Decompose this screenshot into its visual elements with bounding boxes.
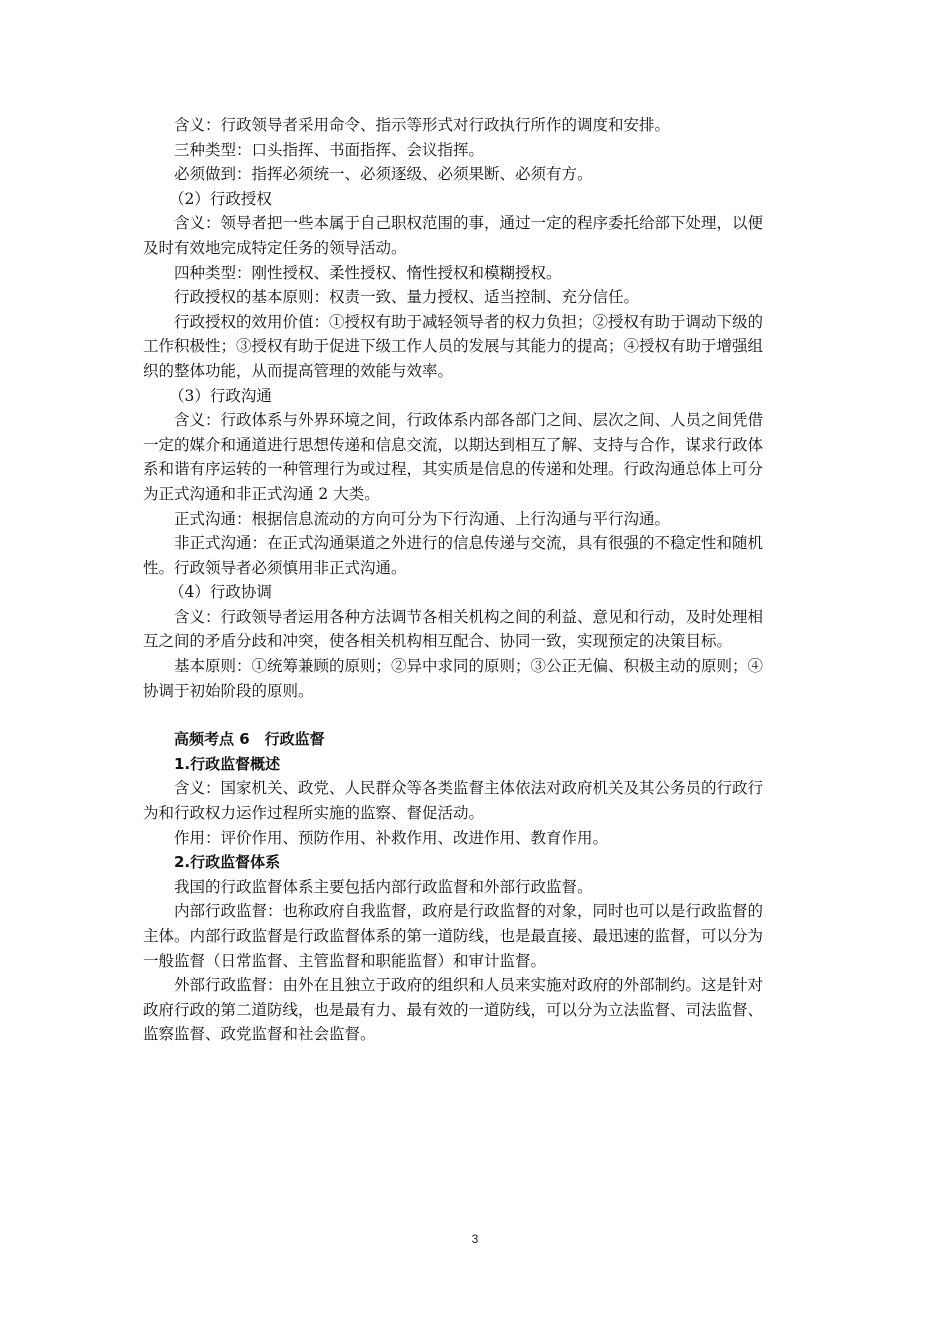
text-line: 一定的媒介和通道进行思想传递和信息交流，以期达到相互了解、支持与合作，谋求行政体	[143, 435, 764, 454]
text-line: 我国的行政监督体系主要包括内部行政监督和外部行政监督。	[174, 877, 593, 896]
text-line: 为和行政权力运作过程所实施的监察、督促活动。	[143, 804, 485, 823]
text-line: 作用：评价作用、预防作用、补救作用、改进作用、教育作用。	[174, 828, 609, 847]
text-line: 含义：行政领导者运用各种方法调节各相关机构之间的利益、意见和行动，及时处理相	[174, 607, 764, 626]
text-line: （2）行政授权	[169, 189, 272, 208]
text-line: 含义：领导者把一些本属于自己职权范围的事，通过一定的程序委托给部下处理，以便	[174, 214, 764, 233]
text-line: 织的整体功能，从而提高管理的效能与效率。	[143, 361, 454, 380]
text-line: 含义：国家机关、政党、人民群众等各类监督主体依法对政府机关及其公务员的行政行	[174, 779, 764, 798]
text-line: （3）行政沟通	[169, 386, 272, 405]
text-line: 行政授权的效用价值：①授权有助于减轻领导者的权力负担；②授权有助于调动下级的	[174, 312, 764, 331]
text-line: 行政授权的基本原则：权责一致、量力授权、适当控制、充分信任。	[174, 288, 640, 307]
text-line: 为正式沟通和非正式沟通 2 大类。	[143, 484, 380, 503]
text-line: 工作积极性；③授权有助于促进下级工作人员的发展与其能力的提高；④授权有助于增强组	[143, 337, 764, 356]
text-line: 监察监督、政党监督和社会监督。	[143, 1025, 376, 1044]
text-line: 性。行政领导者必须慎用非正式沟通。	[143, 558, 407, 577]
text-line: 政府行政的第二道防线，也是最有力、最有效的一道防线，可以分为立法监督、司法监督、	[143, 1000, 764, 1019]
text-line: 一般监督（日常监督、主管监督和职能监督）和审计监督。	[143, 951, 547, 970]
text-line: 及时有效地完成特定任务的领导活动。	[143, 238, 407, 257]
text-line: 含义：行政体系与外界环境之间，行政体系内部各部门之间、层次之间、人员之间凭借	[174, 411, 764, 430]
text-line: 协调于初始阶段的原则。	[143, 681, 314, 700]
document-body	[143, 113, 813, 1047]
text-line: 三种类型：口头指挥、书面指挥、会议指挥。	[174, 140, 485, 159]
section-heading: 1.行政监督概述	[174, 754, 281, 773]
text-line: 内部行政监督：也称政府自我监督，政府是行政监督的对象，同时也可以是行政监督的	[174, 902, 764, 921]
text-line: 主体。内部行政监督是行政监督体系的第一道防线，也是最直接、最迅速的监督，可以分为	[143, 927, 764, 945]
spacer	[143, 703, 813, 727]
text-line: 外部行政监督：由外在且独立于政府的组织和人员来实施对政府的外部制约。这是针对	[174, 976, 764, 995]
text-line: 系和谐有序运转的一种管理行为或过程，其实质是信息的传递和处理。行政沟通总体上可分	[143, 460, 764, 479]
page-number: 3	[471, 1232, 479, 1246]
text-line: 互之间的矛盾分歧和冲突，使各相关机构相互配合、协同一致，实现预定的决策目标。	[143, 632, 733, 651]
text-line: 必须做到：指挥必须统一、必须逐级、必须果断、必须有方。	[174, 165, 593, 184]
text-line: 含义：行政领导者采用命令、指示等形式对行政执行所作的调度和安排。	[174, 116, 671, 134]
text-line: 四种类型：刚性授权、柔性授权、惰性授权和模糊授权。	[174, 263, 562, 282]
section-heading: 高频考点 6 行政监督	[174, 730, 325, 749]
text-line: 正式沟通：根据信息流动的方向可分为下行沟通、上行沟通与平行沟通。	[174, 509, 671, 528]
text-line: （4）行政协调	[169, 583, 272, 602]
section-heading: 2.行政监督体系	[174, 853, 281, 872]
text-line: 非正式沟通：在正式沟通渠道之外进行的信息传递与交流，具有很强的不稳定性和随机	[174, 534, 764, 553]
text-line: 基本原则：①统筹兼顾的原则；②异中求同的原则；③公正无偏、积极主动的原则；④	[174, 657, 764, 676]
